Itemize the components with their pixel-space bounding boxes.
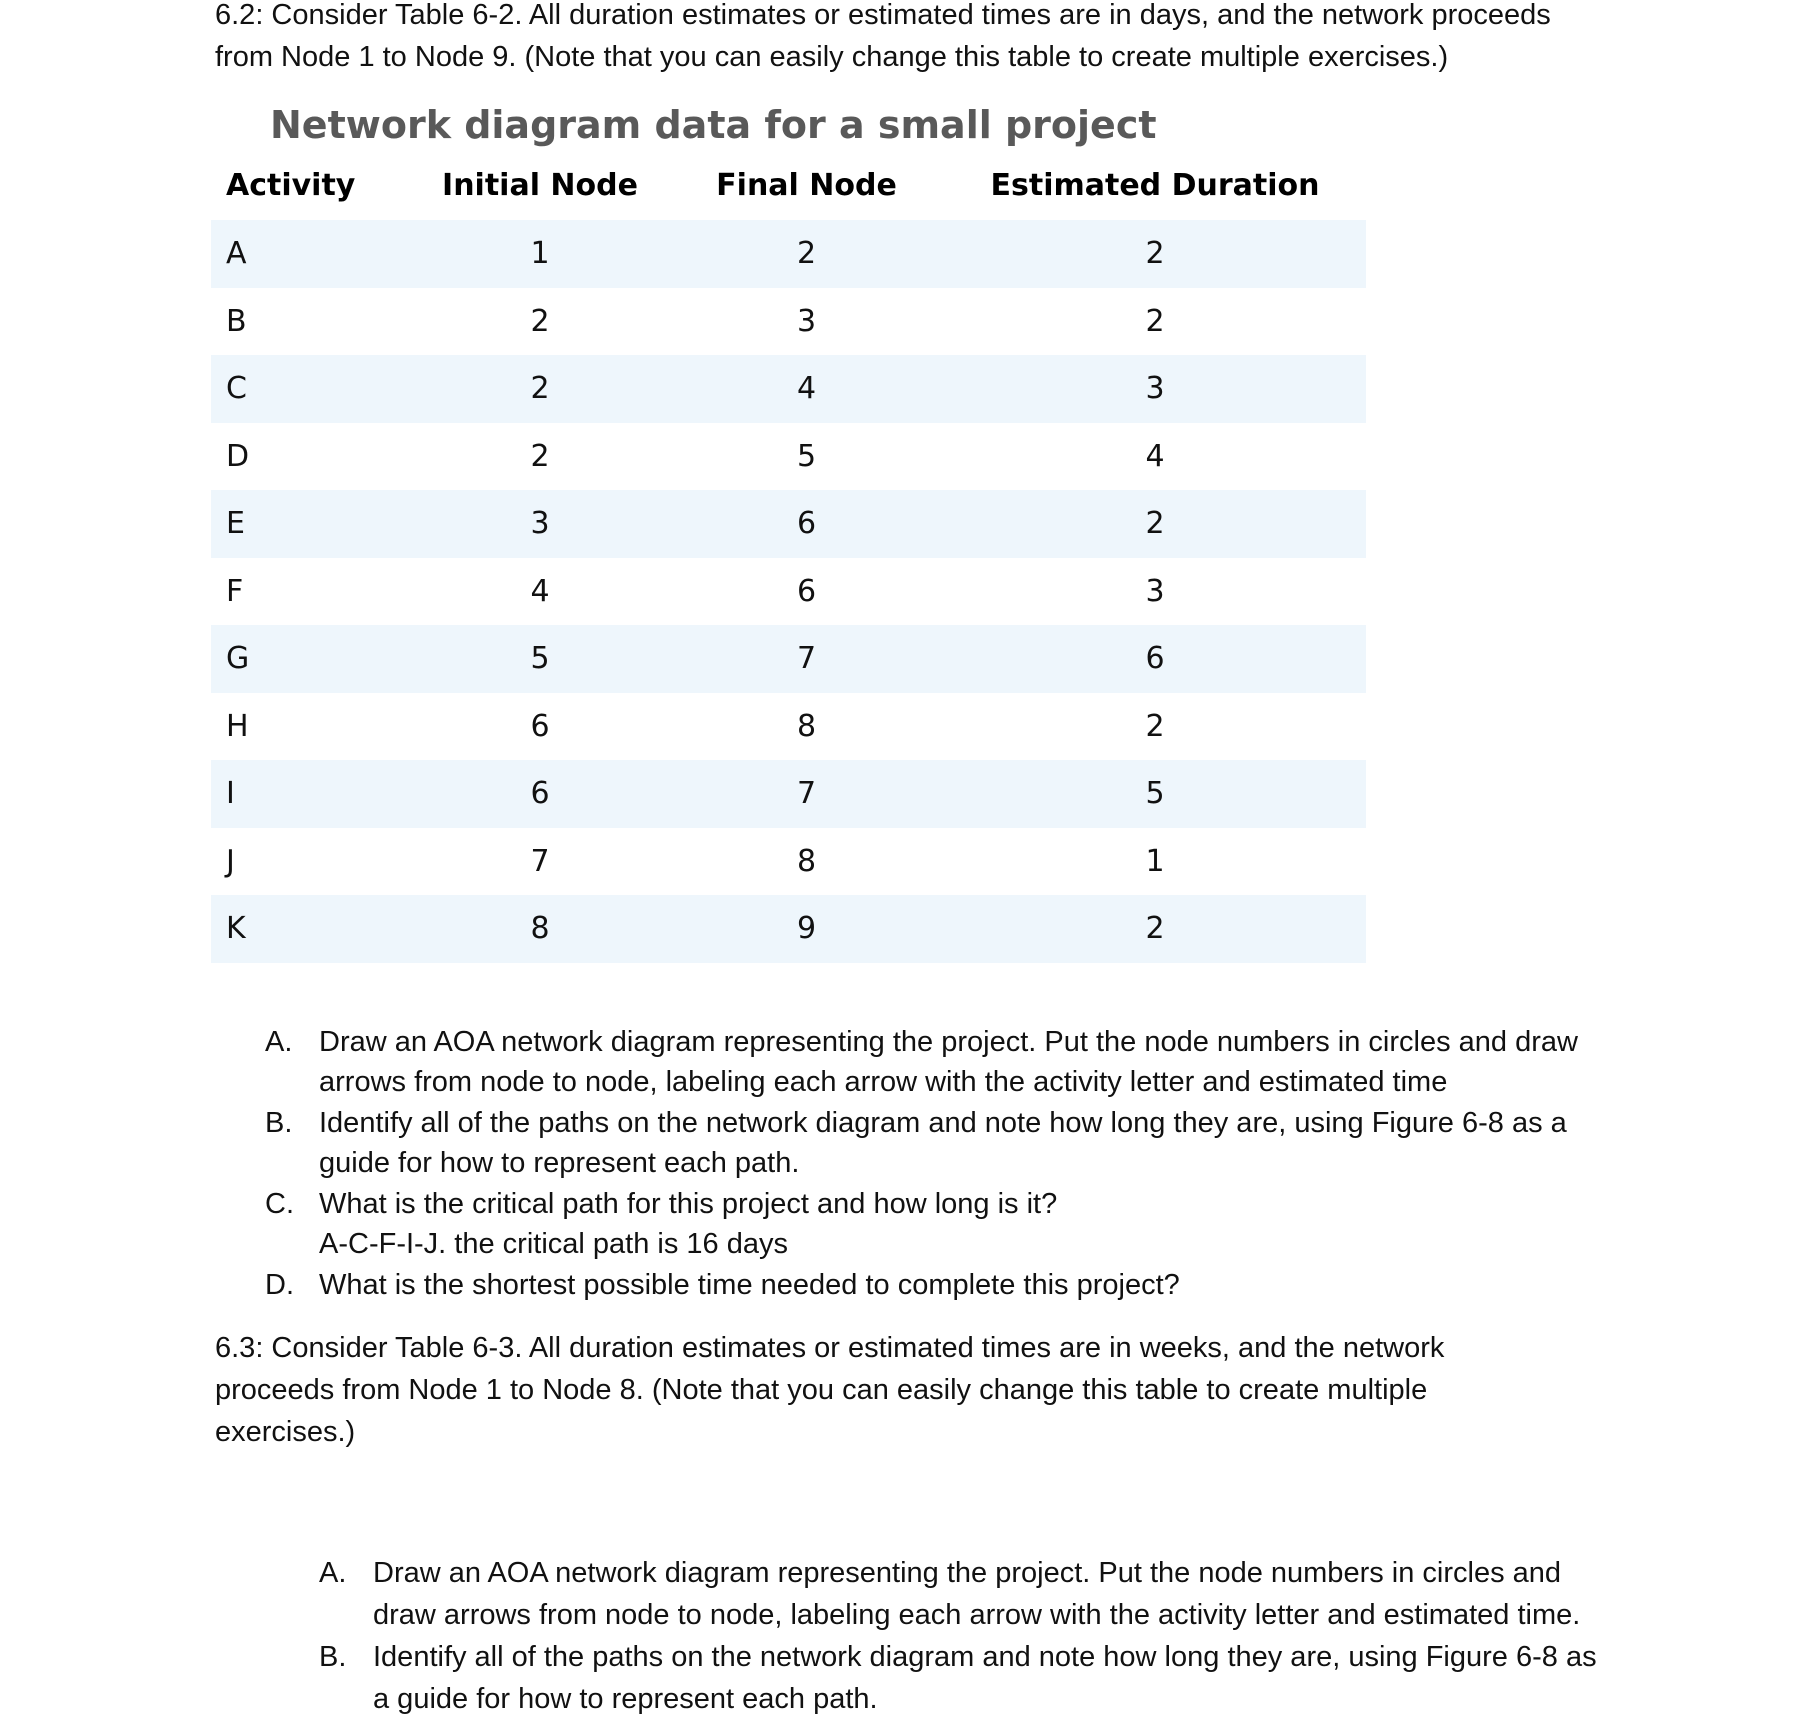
table-row <box>211 288 1366 356</box>
cell-initial-node: 1 <box>411 220 669 288</box>
list-marker: A. <box>319 1557 347 1589</box>
table-row <box>211 625 1366 693</box>
table-header-row <box>211 150 1366 220</box>
list-item <box>319 1636 1604 1720</box>
table-row <box>211 490 1366 558</box>
cell-duration: 5 <box>944 760 1366 828</box>
cell-initial-node: 2 <box>411 288 669 356</box>
list-marker: C. <box>265 1188 294 1220</box>
list-item <box>319 1552 1604 1636</box>
table-title: Network diagram data for a small project <box>270 103 1157 147</box>
cell-activity: A <box>211 220 411 288</box>
table-row <box>211 220 1366 288</box>
cell-activity: D <box>211 423 411 491</box>
list-item <box>265 1022 1605 1102</box>
cell-activity: J <box>211 828 411 896</box>
cell-final-node: 9 <box>669 895 944 963</box>
cell-final-node: 5 <box>669 423 944 491</box>
question-text: What is the shortest possible time needed to complete this project? <box>319 1269 1180 1301</box>
question-text: Draw an AOA network diagram representing the project. Put the node numbers in circles and draw arrows from node to node, labeling each arrow with the activity letter and estimated time. <box>373 1557 1581 1631</box>
header-activity: Activity <box>226 167 356 203</box>
header-final-node: Final Node <box>716 167 897 203</box>
header-estimated-duration: Estimated Duration <box>990 167 1320 203</box>
cell-duration: 2 <box>944 895 1366 963</box>
cell-duration: 4 <box>944 423 1366 491</box>
cell-final-node: 8 <box>669 828 944 896</box>
table-row <box>211 760 1366 828</box>
cell-final-node: 8 <box>669 693 944 761</box>
cell-duration: 2 <box>944 288 1366 356</box>
cell-final-node: 4 <box>669 355 944 423</box>
cell-duration: 2 <box>944 693 1366 761</box>
cell-initial-node: 7 <box>411 828 669 896</box>
network-data-table <box>211 150 1366 963</box>
list-item <box>265 1265 1605 1305</box>
question-text: Identify all of the paths on the network diagram and note how long they are, using Figure 6-8 as a guide for how to represent each path. <box>373 1641 1597 1715</box>
cell-activity: H <box>211 693 411 761</box>
header-initial-node: Initial Node <box>442 167 638 203</box>
list-marker: B. <box>319 1641 347 1673</box>
cell-activity: K <box>211 895 411 963</box>
list-item <box>265 1103 1605 1183</box>
table-row <box>211 895 1366 963</box>
question-text: Draw an AOA network diagram representing the project. Put the node numbers in circles and draw arrows from node to node, labeling each arrow with the activity letter and estimated time <box>319 1026 1578 1098</box>
list-marker: D. <box>265 1269 294 1301</box>
table-row <box>211 828 1366 896</box>
cell-initial-node: 2 <box>411 355 669 423</box>
cell-final-node: 7 <box>669 760 944 828</box>
cell-duration: 3 <box>944 558 1366 626</box>
list-item <box>265 1184 1605 1264</box>
question-text: What is the critical path for this project and how long is it? <box>319 1188 1058 1220</box>
cell-activity: G <box>211 625 411 693</box>
exercise-6-2-questions <box>265 1022 1605 1306</box>
cell-initial-node: 4 <box>411 558 669 626</box>
answer-text: A-C-F-I-J. the critical path is 16 days <box>319 1228 788 1260</box>
exercise-6-3-intro: 6.3: Consider Table 6-3. All duration estimates or estimated times are in weeks, and the network proceeds from Node 1 to Node 8. (Note that you can easily change this table to create multiple exercises.) <box>215 1332 1445 1448</box>
exercise-6-2-intro: 6.2: Consider Table 6-2. All duration estimates or estimated times are in days, and the network proceeds from Node 1 to Node 9. (Note that you can easily change this table to create multiple exercises.) <box>215 0 1551 73</box>
exercise-6-3-questions <box>319 1552 1604 1720</box>
cell-final-node: 2 <box>669 220 944 288</box>
cell-activity: C <box>211 355 411 423</box>
table-row <box>211 423 1366 491</box>
table-row <box>211 355 1366 423</box>
cell-final-node: 6 <box>669 490 944 558</box>
cell-activity: E <box>211 490 411 558</box>
cell-initial-node: 2 <box>411 423 669 491</box>
cell-activity: I <box>211 760 411 828</box>
cell-initial-node: 5 <box>411 625 669 693</box>
cell-duration: 6 <box>944 625 1366 693</box>
table-row <box>211 558 1366 626</box>
list-marker: A. <box>265 1026 293 1058</box>
cell-duration: 1 <box>944 828 1366 896</box>
table-row <box>211 693 1366 761</box>
cell-duration: 2 <box>944 220 1366 288</box>
cell-final-node: 7 <box>669 625 944 693</box>
cell-final-node: 3 <box>669 288 944 356</box>
cell-duration: 2 <box>944 490 1366 558</box>
cell-activity: B <box>211 288 411 356</box>
cell-initial-node: 8 <box>411 895 669 963</box>
cell-initial-node: 3 <box>411 490 669 558</box>
cell-initial-node: 6 <box>411 693 669 761</box>
cell-duration: 3 <box>944 355 1366 423</box>
cell-initial-node: 6 <box>411 760 669 828</box>
cell-final-node: 6 <box>669 558 944 626</box>
list-marker: B. <box>265 1107 293 1139</box>
cell-activity: F <box>211 558 411 626</box>
question-text: Identify all of the paths on the network diagram and note how long they are, using Figure 6-8 as a guide for how to represent each path. <box>319 1107 1567 1179</box>
